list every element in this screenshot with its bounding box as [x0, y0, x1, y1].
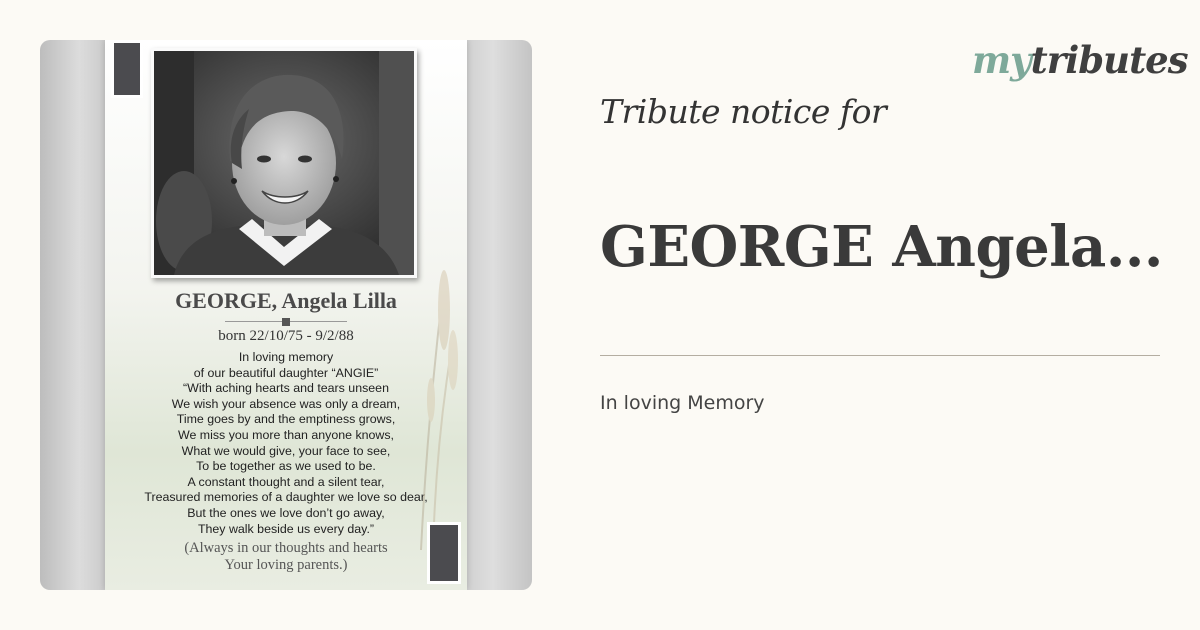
verse-line: of our beautiful daughter “ANGIE”	[193, 365, 379, 380]
memory-text: In loving Memory	[600, 392, 765, 414]
signoff-line: (Always in our thoughts and hearts	[184, 540, 388, 556]
logo-my: my	[972, 38, 1031, 82]
page-title: GEORGE Angela...	[600, 214, 1163, 280]
name-divider-mark	[282, 318, 290, 326]
verse-line: What we would give, your face to see,	[181, 443, 391, 458]
verse-line: Time goes by and the emptiness grows,	[176, 412, 396, 427]
grass-decoration	[391, 250, 461, 550]
signoff-line: Your loving parents.)	[224, 557, 348, 573]
portrait-photo	[151, 48, 417, 278]
corner-decoration-top	[111, 40, 143, 98]
verse-line: We wish your absence was only a dream,	[171, 396, 401, 411]
mytributes-logo[interactable]	[972, 38, 1188, 82]
verse-line: A constant thought and a silent tear,	[187, 474, 385, 489]
verse-line: But the ones we love don’t go away,	[187, 505, 385, 520]
verse-line: Treasured memories of a daughter we love so dear,	[144, 490, 428, 505]
verse-line: “With aching hearts and tears unseen	[183, 381, 389, 396]
section-divider	[600, 355, 1160, 356]
verse-line: We miss you more than anyone knows,	[177, 427, 395, 442]
corner-decoration-bottom	[427, 522, 461, 584]
tribute-notice-image	[40, 40, 532, 590]
notice-paper	[105, 40, 467, 590]
portrait-illustration	[154, 51, 414, 275]
verse-line: They walk beside us every day.”	[197, 521, 375, 536]
verse-line: To be together as we used to be.	[196, 459, 376, 474]
page-subtitle: Tribute notice for	[600, 92, 887, 131]
notice-dates: born 22/10/75 - 9/2/88	[218, 328, 354, 344]
logo-tributes: tributes	[1030, 38, 1188, 82]
notice-name: GEORGE, Angela Lilla	[175, 288, 397, 313]
verse-line: In loving memory	[238, 350, 334, 364]
